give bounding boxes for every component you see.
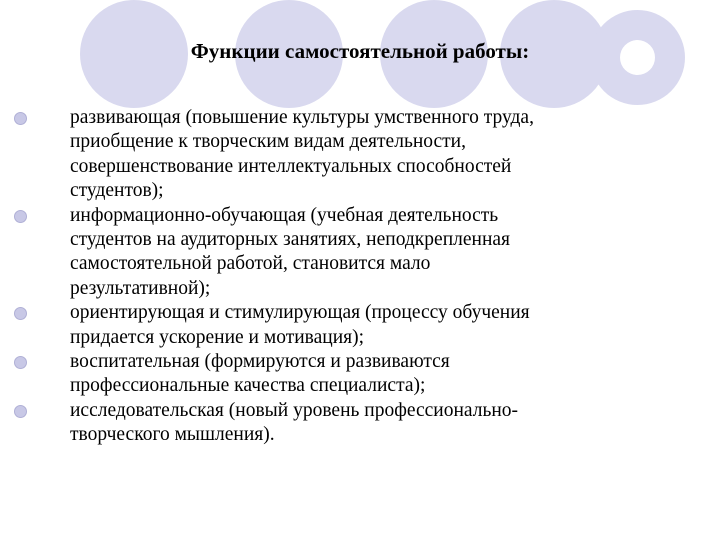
list-item <box>14 301 674 350</box>
bullet-icon <box>14 112 27 125</box>
bullet-icon <box>14 356 27 369</box>
slide-title: Функции самостоятельной работы: <box>190 39 530 63</box>
item-line: совершенствование интеллектуальных способностей <box>70 155 512 177</box>
item-line: профессиональные качества специалиста); <box>70 375 426 397</box>
item-line: придается ускорение и мотивация); <box>70 326 365 348</box>
bullet-icon <box>14 210 27 223</box>
list-item <box>14 399 674 448</box>
item-line: исследовательская (новый уровень профессионально- <box>70 399 519 421</box>
item-line: самостоятельной работой, становится мало <box>70 253 431 275</box>
list-item <box>14 106 674 204</box>
item-line: приобщение к творческим видам деятельности, <box>70 131 466 153</box>
item-line: воспитательная (формируются и развиваются <box>70 351 450 373</box>
bullet-icon <box>14 405 27 418</box>
item-line: результативной); <box>70 277 211 299</box>
item-line: развивающая (повышение культуры умственного труда, <box>70 107 534 128</box>
item-line: ориентирующая и стимулирующая (процессу обучения <box>70 302 530 324</box>
item-line: информационно-обучающая (учебная деятельность <box>70 204 499 226</box>
bullet-list <box>14 106 674 448</box>
item-line: творческого мышления). <box>70 424 275 446</box>
item-line: студентов); <box>70 180 164 202</box>
list-item <box>14 350 674 399</box>
item-line: студентов на аудиторных занятиях, неподкрепленная <box>70 229 511 251</box>
bullet-icon <box>14 307 27 320</box>
list-item <box>14 204 674 302</box>
